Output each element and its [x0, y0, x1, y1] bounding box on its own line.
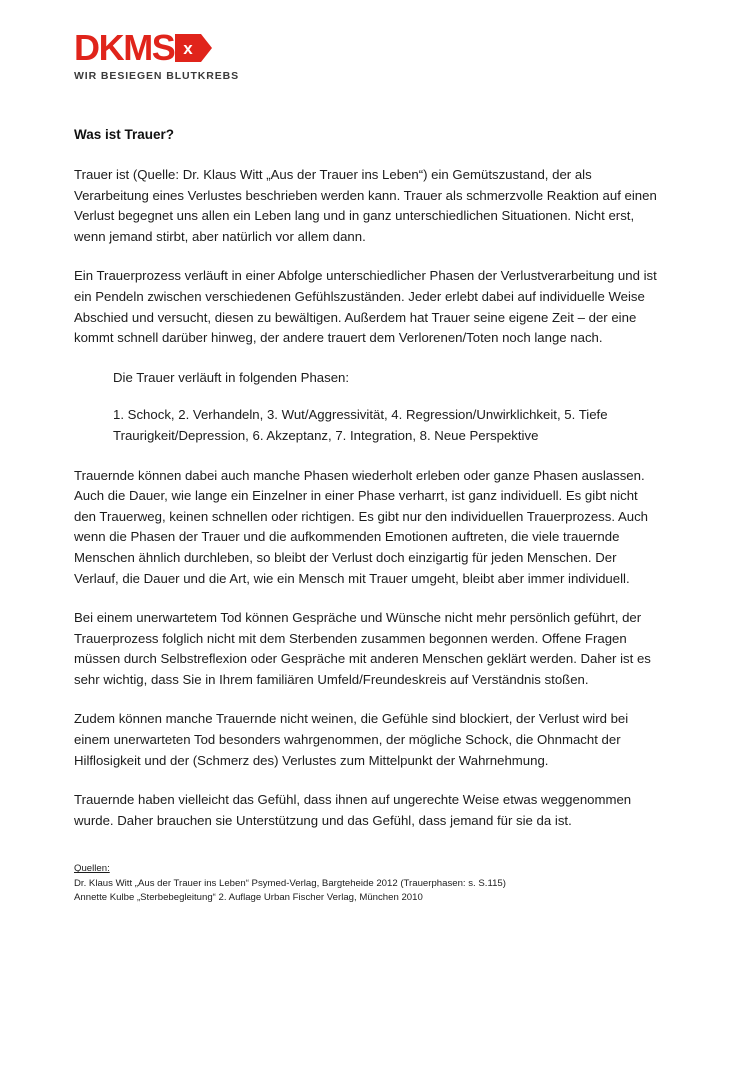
phases-list: 1. Schock, 2. Verhandeln, 3. Wut/Aggressivität, 4. Regression/Unwirklichkeit, 5. Tiefe Traurigkeit/Depression, 6. Akzeptanz, 7. Integration, 8. Neue Perspektive [113, 407, 608, 443]
sources-section [74, 858, 659, 904]
source-entry: Dr. Klaus Witt „Aus der Trauer ins Leben“ Psymed-Verlag, Bargteheide 2012 (Trauerphasen: s. S.115) [74, 878, 506, 890]
svg-text:x: x [183, 39, 194, 58]
paragraph-blocked-feelings: Zudem können manche Trauernde nicht weinen, die Gefühle sind blockiert, der Verlust wird bei einem unerwarteten Tod besonders wahrgenommen, der mögliche Schock, die Ohnmacht der Hilflosigkeit und der (Schmerz des) Verlustes zum Mittelpunkt der Wahrnehmung. [74, 711, 629, 768]
logo-tagline: WIR BESIEGEN BLUTKREBS [74, 70, 240, 82]
paragraph-intro-2: Ein Trauerprozess verläuft in einer Abfolge unterschiedlicher Phasen der Verlustverarbeitung und ist ein Pendeln zwischen verschiedenen Gefühlszuständen. Jeder erlebt dabei auf individuelle Weise Abschied und versucht, diesen zu bewältigen. Außerdem hat Trauer seine eigene Zeit – der eine kommt schnell darüber hinweg, der andere trauert dem Verlorenen/Toten noch lange nach. [74, 268, 657, 346]
paragraph-unexpected-death: Bei einem unerwartetem Tod können Gespräche und Wünsche nicht mehr persönlich geführt, der Trauerprozess folglich nicht mit dem Sterbenden zusammen begonnen werden. Offene Fragen müssen durch Selbstreflexion oder Gespräche mit anderen Menschen geklärt werden. Daher ist es sehr wichtig, dass Sie in Ihrem familiären Umfeld/Freundeskreis auf Verständnis stoßen. [74, 610, 651, 687]
source-entry: Annette Kulbe „Sterbebegleitung“ 2. Auflage Urban Fischer Verlag, München 2010 [74, 891, 423, 903]
logo-mark [74, 27, 294, 68]
dkms-logo [74, 27, 294, 82]
paragraph-individuality: Trauernde können dabei auch manche Phasen wiederholt erleben oder ganze Phasen auslassen. Auch die Dauer, wie lange ein Einzelner in einer Phase verharrt, ist ganz individuell. Es gibt nicht den Trauerweg, keinen schnellen oder richtigen. Es gibt nur den individuellen Trauerprozess. Auch wenn die Phasen der Trauer und die aufkommenden Emotionen auftreten, die viele trauernde Menschen ähnlich durchleben, so bleibt der Verlust doch einzigartig für jeden Menschen. Der Verlauf, die Dauer und die Art, wie ein Mensch mit Trauer umgeht, bleibt aber immer individuell. [74, 467, 649, 586]
phases-intro: Die Trauer verläuft in folgenden Phasen: [113, 369, 350, 385]
document-content [74, 126, 659, 904]
phases-block [113, 368, 661, 447]
logo-badge-icon [175, 33, 213, 63]
sources-heading: Quellen: [74, 863, 110, 875]
logo-wordmark: DKMS [74, 27, 175, 68]
paragraph-intro-1: Trauer ist (Quelle: Dr. Klaus Witt „Aus der Trauer ins Leben“) ein Gemütszustand, der als Verarbeitung eines Verlustes beschrieben werden kann. Trauer als schmerzvolle Reaktion auf einen Verlust begegnet uns allen ein Leben lang und in ganz unterschiedlichen Situationen. Nicht erst, wenn jemand stirbt, aber natürlich vor allem dann. [74, 167, 657, 244]
page-title: Was ist Trauer? [74, 127, 175, 142]
paragraph-support: Trauernde haben vielleicht das Gefühl, dass ihnen auf ungerechte Weise etwas weggenommen wurde. Daher brauchen sie Unterstützung und das Gefühl, dass jemand für sie da ist. [74, 792, 632, 828]
